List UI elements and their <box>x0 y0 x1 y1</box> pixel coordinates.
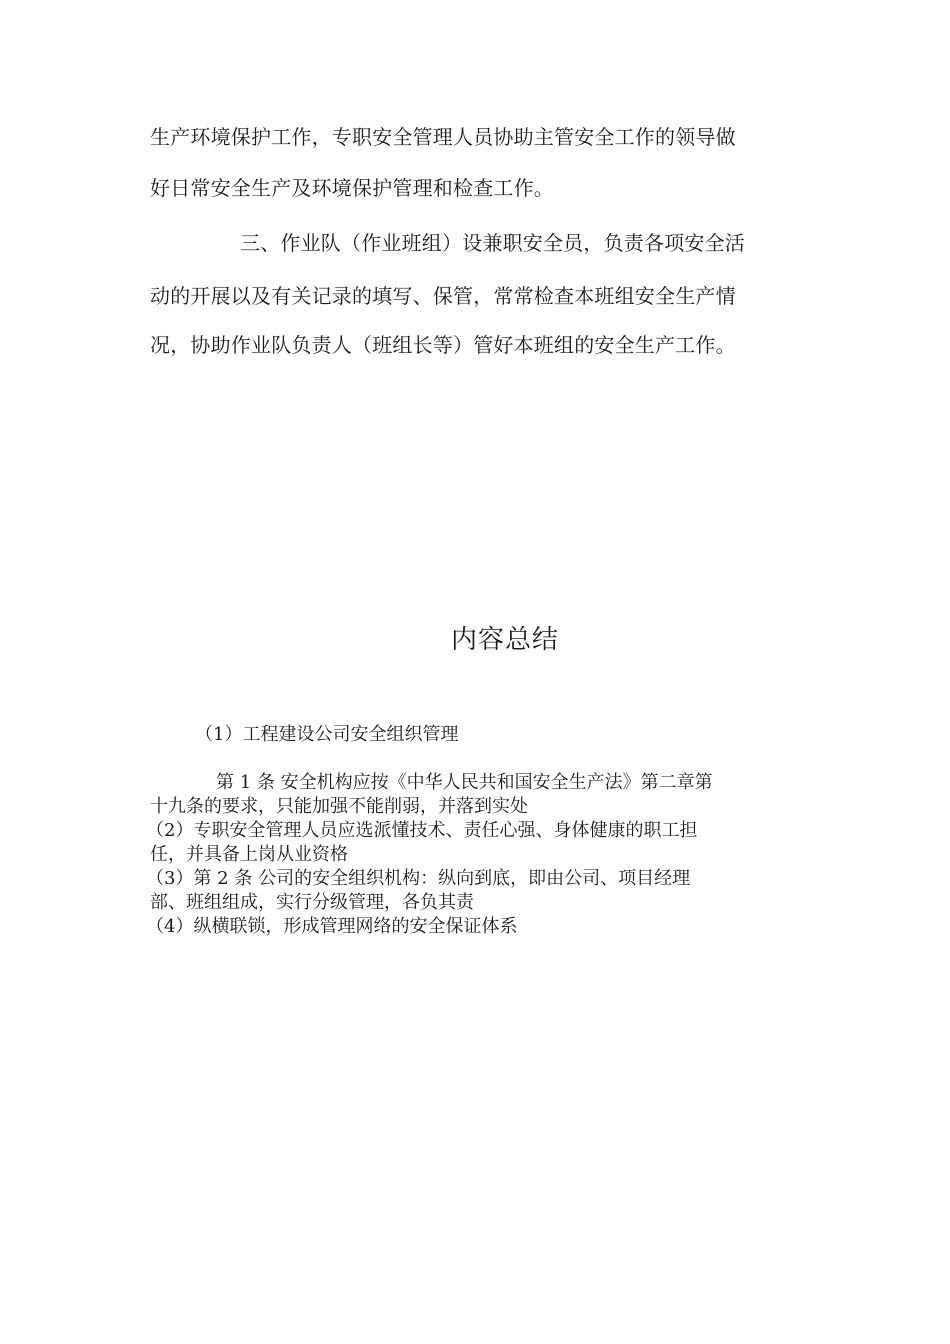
summary-line: （4）纵横联锁，形成管理网络的安全保证体系 <box>146 916 518 937</box>
summary-line: 十九条的要求，只能加强不能削弱，并落到实处 <box>150 796 528 817</box>
summary-line: （3）第 2 条 公司的安全组织机构：纵向到底，即由公司、项目经理 <box>146 868 691 889</box>
summary-line: 第 1 条 安全机构应按《中华人民共和国安全生产法》第二章第 <box>216 772 713 793</box>
summary-heading: （1）工程建设公司安全组织管理 <box>195 724 459 745</box>
summary-title: 内容总结 <box>450 625 559 655</box>
paragraph-line: 生产环境保护工作，专职安全管理人员协助主管安全工作的领导做 <box>150 125 736 149</box>
paragraph-line: 好日常安全生产及环境保护管理和检查工作。 <box>150 176 554 200</box>
paragraph-line: 三、作业队（作业班组）设兼职安全员，负责各项安全活 <box>240 231 745 255</box>
paragraph-line: 况，协助作业队负责人（班组长等）管好本班组的安全生产工作。 <box>150 333 736 357</box>
paragraph-line: 动的开展以及有关记录的填写、保管，常常检查本班组安全生产情 <box>150 284 736 308</box>
summary-line: 部、班组组成，实行分级管理，各负其责 <box>150 892 474 913</box>
summary-line: （2）专职安全管理人员应选派懂技术、责任心强、身体健康的职工担 <box>146 820 698 841</box>
summary-line: 任，并具备上岗从业资格 <box>150 844 348 865</box>
